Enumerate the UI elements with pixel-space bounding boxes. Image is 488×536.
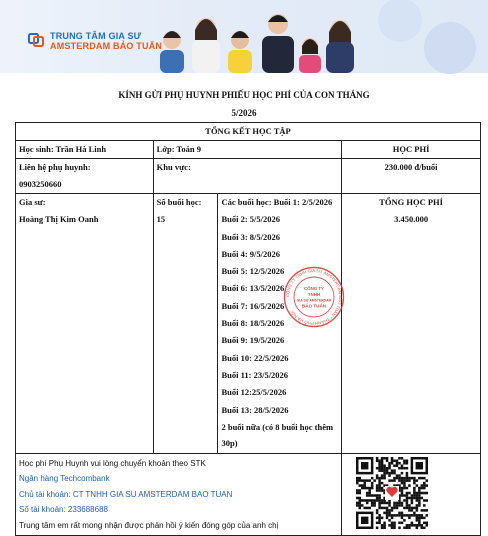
student-cell: Học sinh: Trần Hà Linh [16, 141, 154, 159]
contact-phone: 0903250660 [19, 179, 62, 189]
contact-cell [16, 159, 154, 194]
list-item: Buổi 6: 13/5/2026 [221, 283, 285, 294]
list-item: Buổi 13: 28/5/2026 [221, 404, 289, 415]
payment-info-cell [16, 453, 342, 536]
company-seal-stamp [283, 266, 345, 328]
list-item: Buổi 4: 9/5/2026 [221, 248, 281, 259]
table-row [16, 141, 481, 159]
fee-summary-table [15, 122, 481, 536]
stamp-line1: CÔNG TY [303, 286, 325, 291]
total-value: 3.450.000 [394, 214, 429, 224]
sessions-count-label: Số buổi học: [156, 197, 202, 207]
account-holder: Chủ tài khoản: CT TNHH GIA SU AMSTERDAM BAO TUAN [19, 489, 233, 499]
header-banner [0, 0, 488, 73]
fee-per-session: 230.000 đ/buổi [342, 159, 481, 194]
table-row [16, 453, 481, 536]
table-row [16, 194, 481, 454]
stamp-line3: GIA SƯ AMSTERDAM [296, 298, 332, 303]
table-row [16, 123, 481, 141]
qr-cell [342, 453, 481, 536]
notice-month: 5/2026 [231, 108, 257, 118]
qr-code-icon [356, 457, 428, 529]
list-item: Buổi 12:25/5/2026 [221, 387, 287, 398]
area-cell: Khu vực: [153, 159, 342, 194]
list-item: Buổi 8: 18/5/2026 [221, 318, 285, 329]
list-item: Buổi 9: 19/5/2026 [221, 335, 285, 346]
tutor-label: Gia sư: [19, 197, 46, 207]
feedback-note: Trung tâm em rất mong nhận được phản hồi ý kiến đóng góp của anh chị [19, 520, 279, 530]
list-item: Buổi 7: 16/5/2026 [221, 300, 285, 311]
stamp-line4: BẢO TUẤN [301, 303, 327, 309]
list-item: Các buổi học: Buổi 1: 2/5/2026 [221, 197, 333, 207]
stamp-ring-text: CÔNG TY TNHH GIA SƯ AMSTERDAM BẢO TUẤN * THÀNH PHỐ HÀ NỘI [284, 267, 344, 327]
list-item: 2 buổi nữa (có 8 buổi học thêm 30p) [221, 421, 334, 448]
table-row [16, 159, 481, 194]
account-number: Số tài khoản: 233688688 [19, 505, 108, 515]
banner-people-illustration [150, 0, 488, 73]
brand-name-line1: TRUNG TÂM GIA SƯ [50, 31, 142, 41]
notice-title: KÍNH GỬI PHỤ HUYNH PHIẾU HỌC PHÍ CỦA CON THÁNG [118, 90, 370, 100]
list-item: Buổi 10: 22/5/2026 [221, 352, 289, 363]
total-cell [342, 194, 481, 454]
list-item: Buổi 11: 23/5/2026 [221, 369, 289, 380]
brand-logo-icon [28, 33, 44, 47]
class-cell: Lớp: Toán 9 [153, 141, 342, 159]
summary-heading: TỔNG KẾT HỌC TẬP [16, 123, 481, 141]
list-item: Buổi 5: 12/5/2026 [221, 266, 285, 277]
sessions-count: 15 [156, 214, 166, 224]
tutor-cell [16, 194, 154, 454]
fee-heading: HỌC PHÍ [342, 141, 481, 159]
contact-label: Liên hệ phụ huynh: [19, 162, 91, 172]
tutor-name: Hoàng Thị Kim Oanh [19, 214, 99, 224]
stamp-line2: TNHH [307, 292, 321, 297]
bank-name: Ngân hàng Techcombank [19, 474, 110, 484]
list-item: Buổi 3: 8/5/2026 [221, 231, 281, 242]
sessions-count-cell [153, 194, 218, 454]
transfer-note: Học phí Phụ Huynh vui lòng chuyển khoản theo STK [19, 458, 206, 468]
total-label: TỔNG HỌC PHÍ [379, 197, 443, 207]
list-item: Buổi 2: 5/5/2026 [221, 214, 281, 225]
brand-name-line2: AMSTERDAM BẢO TUẤN [50, 41, 163, 51]
